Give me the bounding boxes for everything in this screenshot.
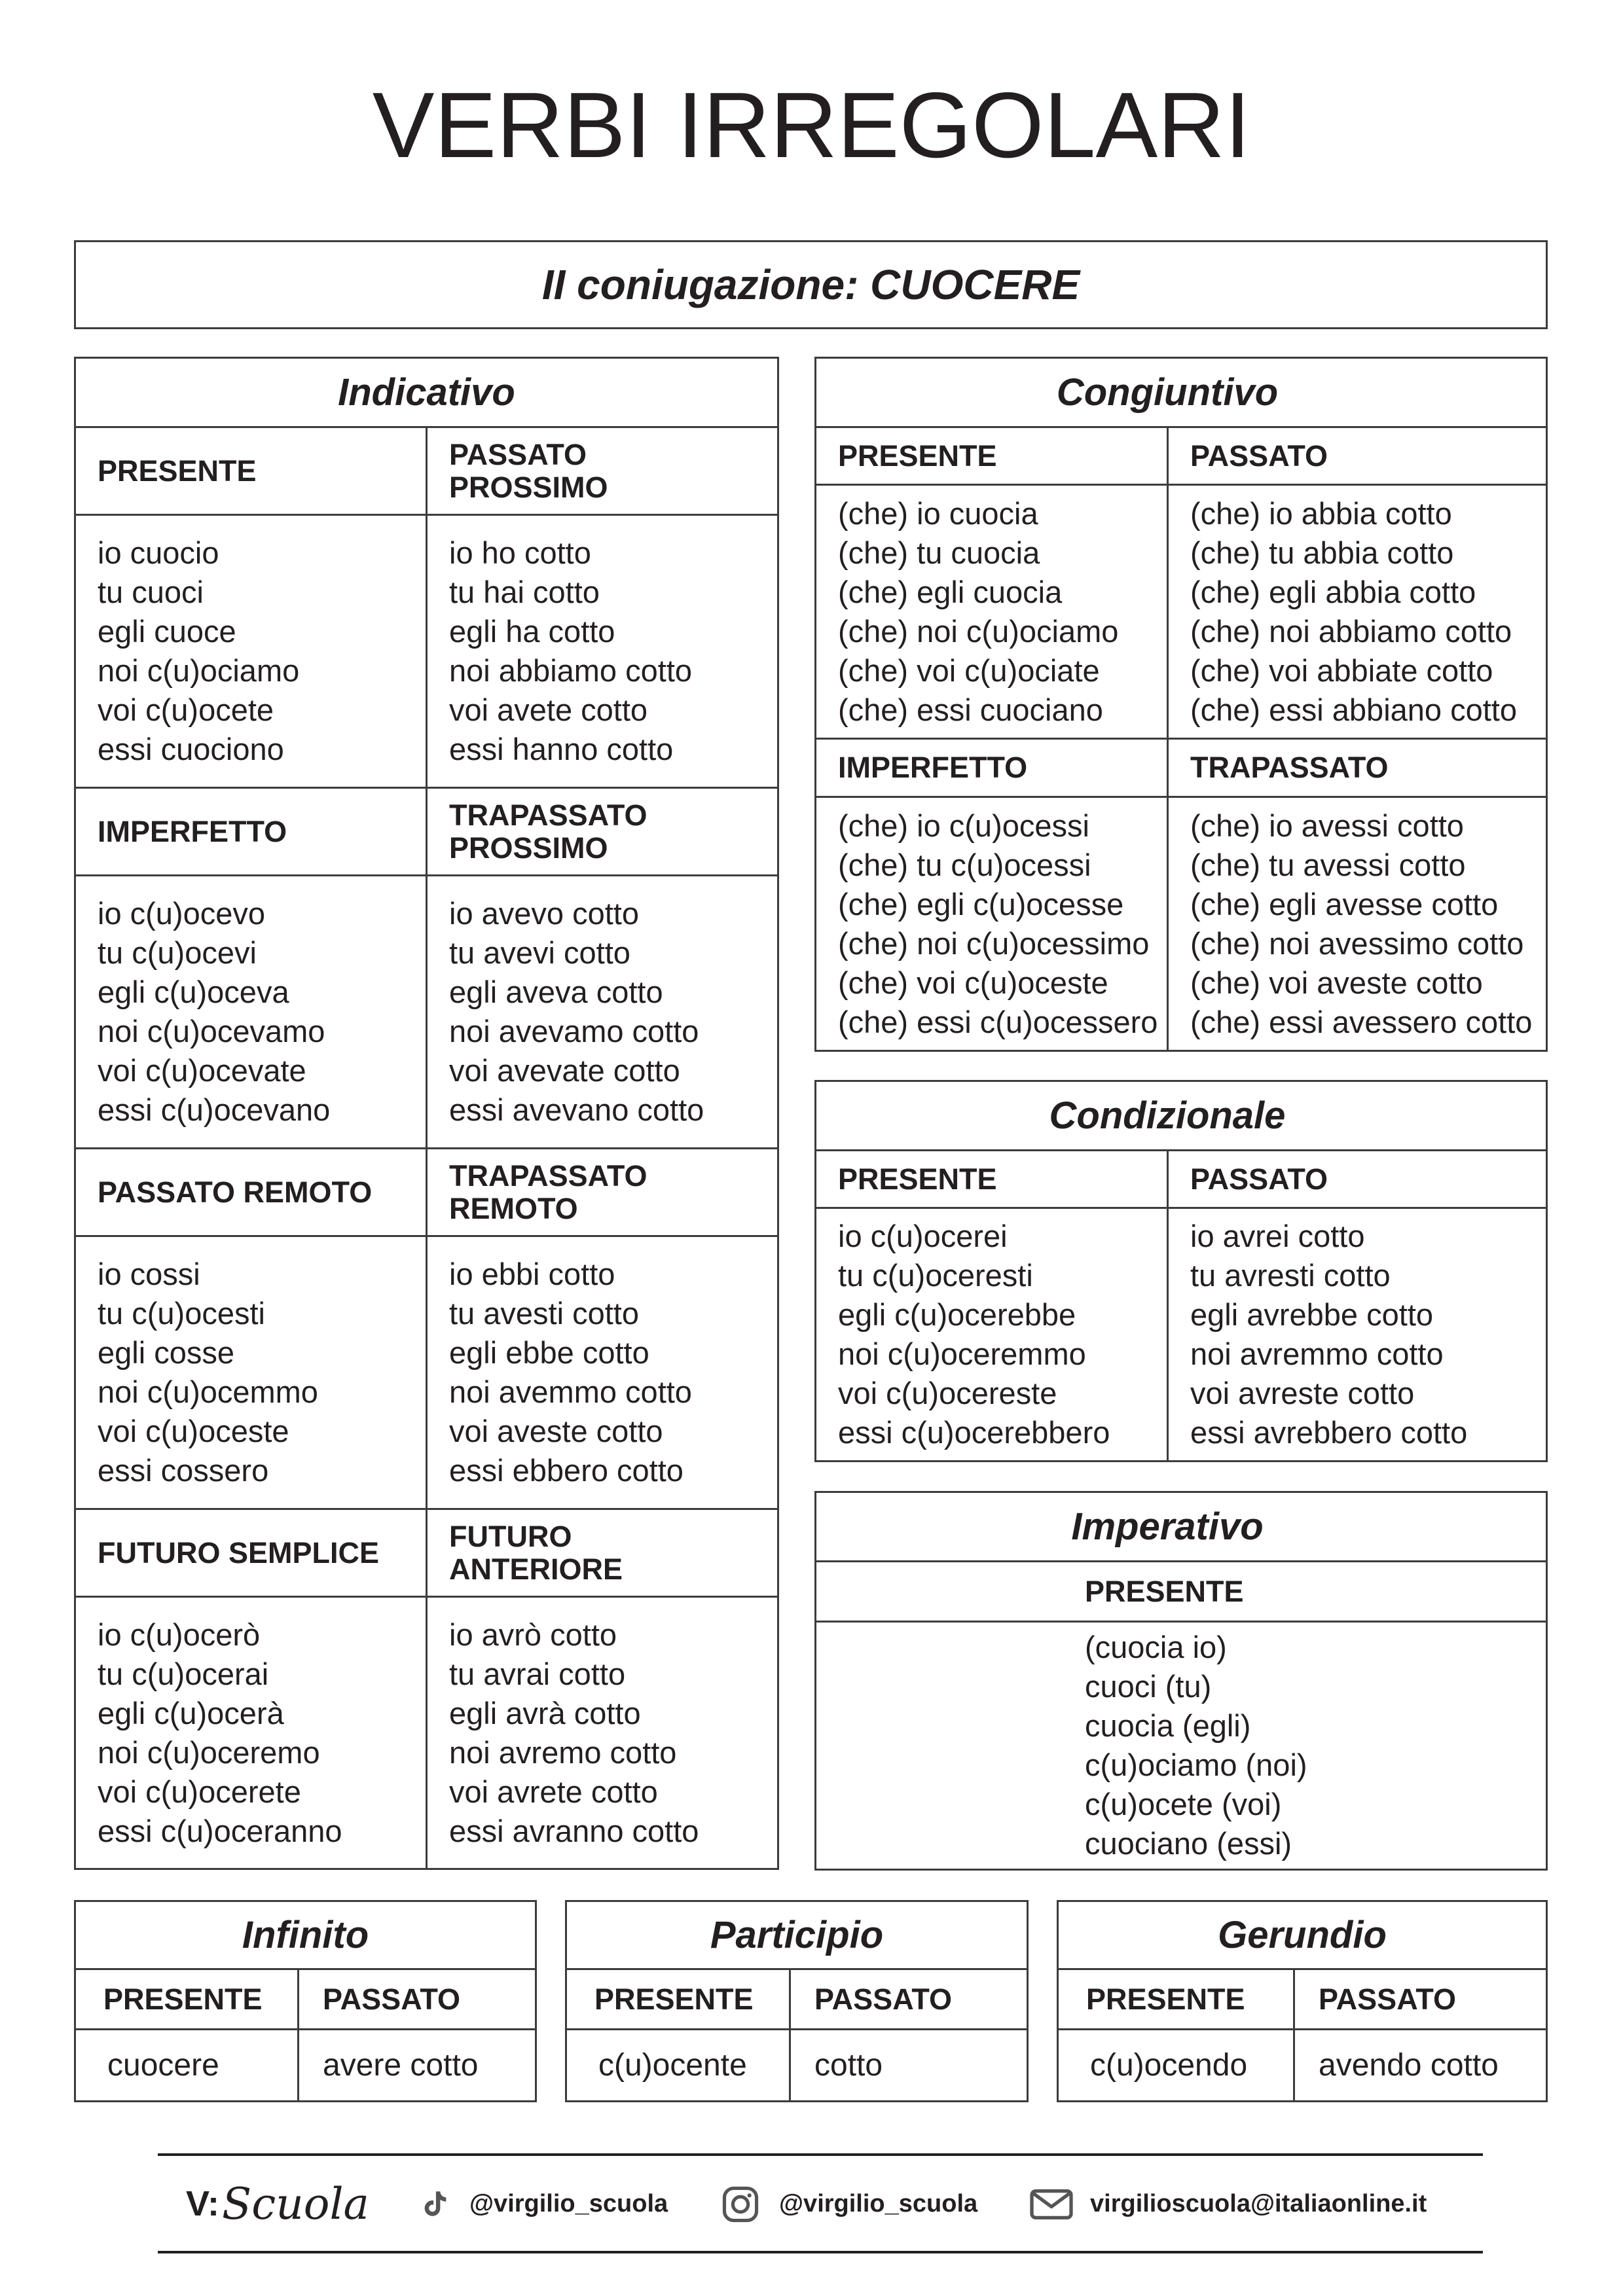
tense-label: FUTURO ANTERIORE	[449, 1519, 623, 1586]
conjugation-line: tu avesti cotto	[449, 1296, 639, 1331]
conjugation-line: (che) essi c(u)ocessero	[838, 1004, 1158, 1039]
conjugation-line: egli avrebbe cotto	[1190, 1297, 1434, 1332]
footer-top-rule	[158, 2153, 1483, 2156]
conjugation-line: tu c(u)ocesti	[98, 1296, 265, 1331]
tense-label-cell	[1059, 1970, 1293, 2028]
tense-label: PRESENTE	[98, 454, 257, 488]
conjugation-row	[76, 2030, 535, 2100]
tense-label: PASSATO REMOTO	[98, 1175, 373, 1209]
conjugation-list	[426, 516, 777, 787]
tense-header-row	[76, 1970, 535, 2030]
conjugation-line: tu hai cotto	[449, 575, 600, 609]
tense-label: PASSATO	[814, 1982, 953, 2016]
conjugation-line: (che) voi abbiate cotto	[1190, 653, 1493, 688]
conjugation-row	[76, 516, 777, 789]
conjugation-line: cuoci (tu)	[1085, 1669, 1212, 1704]
conjugation-line: (che) essi cuociano	[838, 692, 1103, 727]
congiuntivo-table	[814, 357, 1548, 1052]
congiuntivo-heading: Congiuntivo	[816, 359, 1546, 428]
conjugation-line: egli ebbe cotto	[449, 1335, 649, 1370]
conjugation-list	[76, 516, 426, 787]
tense-header-row	[76, 1149, 777, 1237]
conjugation-line: (che) tu avessi cotto	[1190, 847, 1466, 882]
conjugation-line: (che) noi c(u)ociamo	[838, 613, 1119, 649]
tense-header-row	[816, 1151, 1546, 1209]
tense-label: PASSATO PROSSIMO	[449, 437, 608, 504]
tiktok-handle: @virgilio_scuola	[469, 2190, 668, 2217]
conjugation-line: (cuocia io)	[1085, 1630, 1227, 1664]
conjugation-line: essi cuociono	[98, 732, 284, 766]
tense-label: PASSATO	[323, 1982, 461, 2016]
participio-table	[565, 1900, 1029, 2102]
tense-label: PASSATO	[1190, 1162, 1328, 1196]
conjugation-line: (che) tu c(u)ocessi	[838, 847, 1091, 882]
conjugation-line: egli cuoce	[98, 614, 236, 649]
conjugation-row	[816, 486, 1546, 740]
tense-header-row	[76, 428, 777, 516]
tense-label: PASSATO	[1319, 1982, 1457, 2016]
conjugation-line: (che) noi avessimo cotto	[1190, 925, 1524, 961]
conjugation-line: io avevo cotto	[449, 896, 640, 931]
conjugation-line: voi aveste cotto	[449, 1414, 663, 1448]
conjugation-line: (che) noi abbiamo cotto	[1190, 613, 1512, 649]
conjugation-line: io c(u)ocevo	[98, 896, 265, 931]
conjugation-line: essi c(u)ocerebbero	[838, 1415, 1110, 1450]
conjugation-row	[816, 1623, 1546, 1869]
conjugation-line: (che) egli abbia cotto	[1190, 574, 1476, 609]
conjugation-line: (che) egli c(u)ocesse	[838, 886, 1124, 922]
conjugation-line: voi c(u)ocevate	[98, 1053, 306, 1088]
conjugation-line: tu avrai cotto	[449, 1656, 626, 1691]
tense-label: TRAPASSATO	[1190, 751, 1389, 784]
tense-label-cell	[789, 1970, 1027, 2028]
verb-form: cotto	[789, 2030, 1027, 2100]
conjugation-list	[816, 798, 1167, 1050]
tense-label-cell	[816, 1562, 1546, 1621]
conjugation-list	[816, 1209, 1167, 1460]
conjugation-row	[816, 798, 1546, 1050]
conjugation-line: io ho cotto	[449, 535, 591, 570]
tense-label-cell	[816, 740, 1167, 796]
conjugation-line: noi c(u)oceremo	[98, 1734, 320, 1770]
infinito-table	[74, 1900, 537, 2102]
conjugation-line: voi c(u)ocereste	[838, 1376, 1057, 1410]
tense-label-cell	[76, 1970, 297, 2028]
tense-label-cell	[1167, 428, 1546, 484]
tense-label: IMPERFETTO	[98, 814, 287, 848]
conjugation-list	[76, 1598, 426, 1868]
conjugation-line: egli cosse	[98, 1335, 234, 1370]
conjugation-line: essi hanno cotto	[449, 732, 674, 766]
virgilio-scuola-logo	[186, 2174, 369, 2233]
conjugation-line: egli c(u)ocerebbe	[838, 1297, 1076, 1332]
conjugation-row	[76, 1237, 777, 1510]
conjugation-line: voi c(u)ocerete	[98, 1774, 301, 1809]
conjugation-line: noi avremmo cotto	[1190, 1336, 1444, 1371]
infinito-heading: Infinito	[76, 1902, 535, 1970]
conjugation-list	[426, 876, 777, 1147]
conjugation-line: egli avrà cotto	[449, 1695, 641, 1731]
tense-label: IMPERFETTO	[838, 751, 1028, 784]
tense-label-cell	[76, 1510, 426, 1596]
tense-header-row	[76, 1510, 777, 1598]
conjugation-line: (che) voi c(u)oceste	[838, 965, 1108, 1000]
conjugation-line: (che) egli avesse cotto	[1190, 886, 1499, 922]
conjugation-line: egli aveva cotto	[449, 975, 663, 1009]
tense-label-cell	[1293, 1970, 1546, 2028]
participio-heading: Participio	[567, 1902, 1027, 1970]
conjugation-line: voi avreste cotto	[1190, 1376, 1415, 1410]
conjugation-line: noi avevamo cotto	[449, 1014, 699, 1049]
conjugation-line: tu avevi cotto	[449, 935, 630, 970]
conjugation-line: (che) egli cuocia	[838, 574, 1063, 609]
conjugation-row	[76, 1598, 777, 1868]
conjugation-line: io ebbi cotto	[449, 1257, 615, 1291]
tense-label: PRESENTE	[103, 1982, 263, 2016]
conjugation-line: (che) essi avessero cotto	[1190, 1004, 1533, 1039]
tense-label-cell	[816, 1151, 1167, 1207]
mail-icon	[1029, 2189, 1074, 2220]
conjugation-line: c(u)ocete (voi)	[1085, 1787, 1282, 1821]
conjugation-line: (che) essi abbiano cotto	[1190, 692, 1518, 727]
logo-name: Scuola	[222, 2178, 369, 2229]
conjugation-row	[567, 2030, 1027, 2100]
condizionale-heading: Condizionale	[816, 1082, 1546, 1151]
tense-label-cell	[1167, 740, 1546, 796]
conjugation-line: io avrò cotto	[449, 1617, 617, 1652]
tense-header-row	[76, 789, 777, 876]
tense-label-cell	[76, 428, 426, 514]
tense-label-cell	[426, 428, 777, 514]
conjugation-line: tu cuoci	[98, 575, 204, 609]
conjugation-line: tu c(u)ocevi	[98, 935, 257, 970]
tense-label-cell	[297, 1970, 535, 2028]
tense-label: PRESENTE	[838, 1162, 997, 1196]
indicativo-table	[74, 357, 779, 1870]
conjugation-line: essi cossero	[98, 1453, 269, 1488]
conjugation-line: noi c(u)ociamo	[98, 653, 300, 688]
conjugation-row	[816, 1209, 1546, 1460]
conjugation-line: noi c(u)oceremmo	[838, 1336, 1086, 1371]
tense-label: FUTURO SEMPLICE	[98, 1535, 380, 1570]
tense-label-cell	[1167, 1151, 1546, 1207]
verb-form: c(u)ocendo	[1090, 2047, 1248, 2083]
conjugation-list	[426, 1237, 777, 1508]
conjugation-list	[1167, 486, 1546, 738]
tense-label: PASSATO	[1190, 439, 1328, 473]
subtitle-box	[74, 240, 1548, 329]
conjugation-line: noi c(u)ocevamo	[98, 1014, 325, 1049]
conjugation-line: (che) noi c(u)ocessimo	[838, 925, 1150, 961]
conjugation-line: (che) voi aveste cotto	[1190, 965, 1483, 1000]
tense-label-cell	[426, 1149, 777, 1235]
conjugation-line: essi c(u)oceranno	[98, 1813, 342, 1848]
tense-label-cell	[567, 1970, 789, 2028]
conjugation-line: egli c(u)ocerà	[98, 1695, 284, 1731]
conjugation-row	[1059, 2030, 1546, 2100]
conjugation-list	[1167, 1209, 1546, 1460]
tense-header-row	[816, 740, 1546, 798]
tense-label-cell	[426, 789, 777, 874]
conjugation-line: voi c(u)ocete	[98, 692, 274, 727]
conjugation-line: (che) io avessi cotto	[1190, 808, 1464, 843]
conjugation-line: noi avremo cotto	[449, 1734, 677, 1770]
tense-label: PRESENTE	[1085, 1574, 1244, 1608]
tense-header-row	[1059, 1970, 1546, 2030]
conjugation-line: voi avevate cotto	[449, 1053, 680, 1088]
conjugation-line: noi abbiamo cotto	[449, 653, 693, 688]
tense-label: PRESENTE	[838, 439, 997, 473]
conjugation-line: io c(u)ocerò	[98, 1617, 261, 1652]
conjugation-line: egli c(u)oceva	[98, 975, 289, 1009]
tense-label: TRAPASSATO REMOTO	[449, 1158, 647, 1225]
tense-header-row	[816, 428, 1546, 486]
conjugation-list	[816, 486, 1167, 738]
tense-label-cell	[426, 1510, 777, 1596]
tense-label-cell	[816, 428, 1167, 484]
conjugation-line: (che) voi c(u)ociate	[838, 653, 1100, 688]
conjugation-list	[1167, 798, 1546, 1050]
footer-bottom-rule	[158, 2251, 1483, 2253]
conjugation-line: noi avemmo cotto	[449, 1374, 692, 1409]
conjugation-line: essi avevano cotto	[449, 1092, 704, 1127]
instagram-handle: @virgilio_scuola	[779, 2190, 978, 2217]
conjugation-line: egli ha cotto	[449, 614, 615, 649]
conjugation-line: tu avresti cotto	[1190, 1258, 1391, 1293]
logo-prefix: V:	[186, 2184, 220, 2223]
tense-label: PRESENTE	[594, 1982, 754, 2016]
indicativo-heading: Indicativo	[76, 359, 777, 428]
conjugation-line: voi c(u)oceste	[98, 1414, 289, 1448]
conjugation-line: c(u)ociamo (noi)	[1085, 1748, 1307, 1782]
conjugation-line: cuocia (egli)	[1085, 1708, 1251, 1743]
conjugation-line: essi ebbero cotto	[449, 1453, 684, 1488]
conjugation-line: voi avrete cotto	[449, 1774, 658, 1809]
conjugation-line: io c(u)ocerei	[838, 1219, 1008, 1253]
tense-label: TRAPASSATO PROSSIMO	[449, 798, 647, 865]
email-address: virgilioscuola@italiaonline.it	[1090, 2190, 1427, 2217]
conjugation-line: (che) io abbia cotto	[1190, 495, 1452, 531]
tiktok-icon	[419, 2185, 452, 2222]
tense-label: PRESENTE	[1086, 1982, 1245, 2016]
conjugation-list	[426, 1598, 777, 1868]
imperativo-heading: Imperativo	[816, 1493, 1546, 1562]
conjugation-list	[76, 1237, 426, 1508]
verb-form: c(u)ocente	[598, 2047, 747, 2083]
gerundio-table	[1057, 1900, 1548, 2102]
conjugation-line: essi avranno cotto	[449, 1813, 699, 1848]
conjugation-row	[76, 876, 777, 1149]
conjugation-list	[816, 1623, 1546, 1869]
conjugation-line: io avrei cotto	[1190, 1219, 1365, 1253]
tense-header-row	[816, 1562, 1546, 1623]
conjugation-line: noi c(u)ocemmo	[98, 1374, 318, 1409]
conjugation-line: io cossi	[98, 1257, 200, 1291]
conjugation-line: essi avrebbero cotto	[1190, 1415, 1468, 1450]
conjugation-line: cuociano (essi)	[1085, 1826, 1292, 1861]
conjugation-line: (che) tu cuocia	[838, 535, 1040, 570]
verb-form: avere cotto	[297, 2030, 535, 2100]
tense-label-cell	[76, 1149, 426, 1235]
conjugation-list	[76, 876, 426, 1147]
subtitle: II coniugazione: CUOCERE	[541, 261, 1080, 308]
instagram-icon	[720, 2184, 761, 2225]
conjugation-line: essi c(u)ocevano	[98, 1092, 331, 1127]
verb-form: avendo cotto	[1293, 2030, 1546, 2100]
verb-form: cuocere	[107, 2047, 219, 2083]
conjugation-line: (che) tu abbia cotto	[1190, 535, 1454, 570]
conjugation-line: voi avete cotto	[449, 692, 648, 727]
conjugation-line: io cuocio	[98, 535, 219, 570]
tense-header-row	[567, 1970, 1027, 2030]
conjugation-line: tu c(u)ocerai	[98, 1656, 269, 1691]
conjugation-line: (che) io c(u)ocessi	[838, 808, 1089, 843]
imperativo-table	[814, 1491, 1548, 1871]
conjugation-line: tu c(u)oceresti	[838, 1258, 1033, 1293]
conjugation-line: (che) io cuocia	[838, 495, 1038, 531]
gerundio-heading: Gerundio	[1059, 1902, 1546, 1970]
condizionale-table	[814, 1080, 1548, 1462]
page-title: VERBI IRREGOLARI	[372, 73, 1251, 177]
tense-label-cell	[76, 789, 426, 874]
